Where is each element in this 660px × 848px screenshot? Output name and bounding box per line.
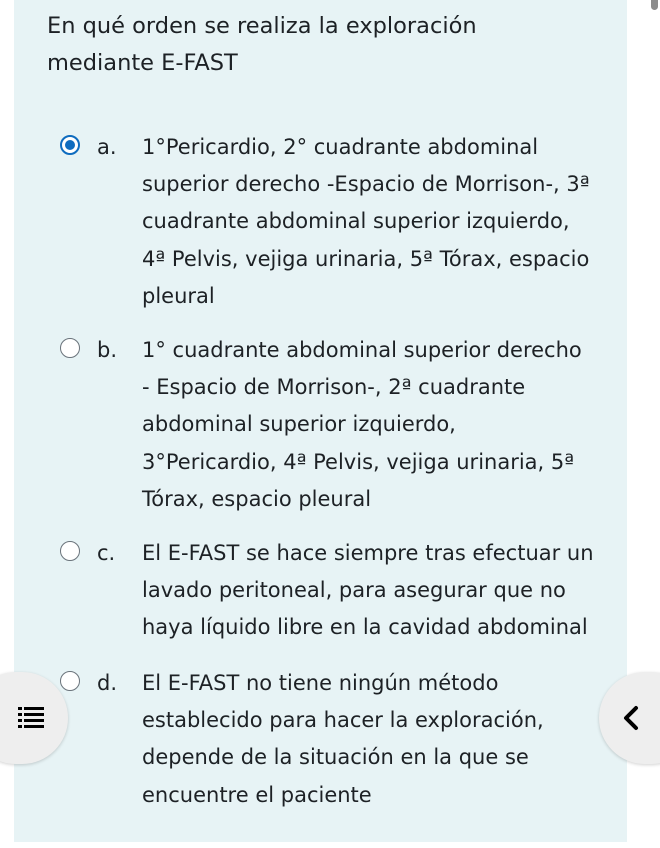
option-text[interactable]: El E-FAST se hace siempre tras efectuar un lavado peritoneal, para asegurar que no haya líquido libre en la cavidad abdominal — [142, 541, 594, 640]
option-letter: a. — [97, 135, 117, 159]
option-letter: d. — [97, 671, 118, 695]
radio-button[interactable] — [60, 671, 80, 691]
option-text[interactable]: 1° cuadrante abdominal superior derecho - Espacio de Morrison-, 2ª cuadrante abdominal superior izquierdo, 3°Pericardio, 4ª Pelvis, vejiga urinaria, 5ª Tórax, espacio pleural — [142, 338, 582, 511]
chevron-left-icon — [621, 705, 641, 731]
option-text[interactable]: El E-FAST no tiene ningún método establecido para hacer la exploración, depende de la situación en la que se encuentre el paciente — [142, 671, 544, 807]
radio-button[interactable] — [60, 338, 80, 358]
option-letter: b. — [97, 338, 118, 362]
option-text[interactable]: 1°Pericardio, 2° cuadrante abdominal superior derecho -Espacio de Morrison-, 3ª cuadrante abdominal superior izquierdo, 4ª Pelvis, vejiga urinaria, 5ª Tórax, espacio pleural — [142, 135, 590, 308]
scrollbar-thumb[interactable] — [651, 0, 658, 10]
question-text: En qué orden se realiza la exploración mediante E-FAST — [47, 13, 477, 76]
radio-button-checked[interactable] — [60, 135, 80, 155]
list-icon — [18, 707, 44, 729]
option-letter: c. — [97, 541, 116, 565]
radio-button[interactable] — [60, 541, 80, 561]
